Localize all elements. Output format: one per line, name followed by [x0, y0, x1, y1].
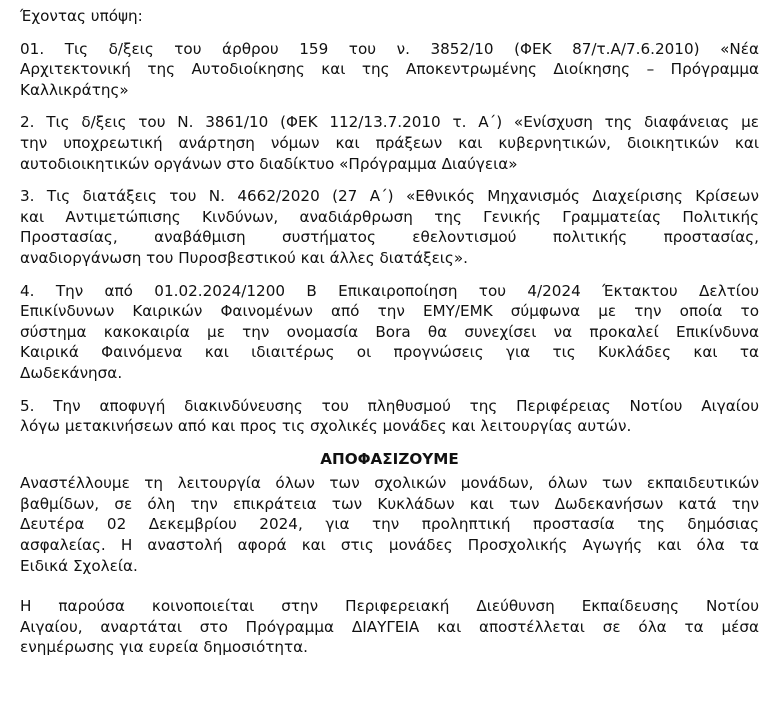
document-body	[20, 6, 759, 658]
decision-line: βαθμίδων, σε όλη την επικράτεια των Κυκλάδων και των Δωδεκανήσων κατά την	[20, 494, 759, 513]
consideration-line: Επικίνδυνων Καιρικών Φαινομένων από την ΕΜΥ/ΕΜΚ σύμφωνα με την οποία το	[20, 302, 759, 321]
decision-line: ασφαλείας. Η αναστολή αφορά και στις μονάδες Προσχολικής Αγωγής και όλα τα	[20, 536, 759, 555]
consideration-2	[20, 112, 759, 174]
notice-line: Αιγαίου, αναρτάται στο Πρόγραμμα ΔΙΑΥΓΕΙΑ και αποστέλλεται σε όλα τα μέσα	[20, 617, 759, 636]
consideration-line: Καλλικράτης»	[20, 80, 129, 99]
consideration-line: 5. Την αποφυγή διακινδύνευσης του πληθυσμού της Περιφέρειας Νοτίου Αιγαίου	[20, 396, 759, 415]
decision-heading: ΑΠΟΦΑΣΙΖΟΥΜΕ	[320, 449, 459, 468]
consideration-line: αυτοδιοικητικών οργάνων στο διαδίκτυο «Πρόγραμμα Διαύγεια»	[20, 154, 518, 173]
consideration-line: σύστημα κακοκαιρία με την ονομασία Bora θα συνεχίσει να προκαλεί Επικίνδυνα	[20, 322, 759, 341]
notice-line: Η παρούσα κοινοποιείται στην Περιφερειακή Διεύθυνση Εκπαίδευσης Νοτίου	[20, 597, 759, 616]
consideration-line: Προστασίας, αναβάθμιση συστήματος εθελοντισμού πολιτικής προστασίας,	[20, 228, 759, 247]
consideration-4	[20, 281, 759, 384]
consideration-line: 4. Την από 01.02.2024/1200 Β Επικαιροποίηση του 4/2024 Έκτακτου Δελτίου	[20, 281, 759, 300]
consideration-line: Καιρικά Φαινόμενα και ιδιαιτέρως οι προγνώσεις για τις Κυκλάδες και τα	[20, 343, 759, 362]
consideration-line: αναδιοργάνωση του Πυροσβεστικού και άλλες διατάξεις».	[20, 248, 468, 267]
decision-paragraph	[20, 473, 759, 576]
consideration-line: λόγω μετακινήσεων από και προς τις σχολικές μονάδες και λειτουργίας αυτών.	[20, 417, 632, 436]
decision-line: Αναστέλλουμε τη λειτουργία όλων των σχολικών μονάδων, όλων των εκπαιδευτικών	[20, 474, 759, 493]
consideration-line: και Αντιμετώπισης Κινδύνων, αναδιάρθρωση της Γενικής Γραμματείας Πολιτικής	[20, 207, 759, 226]
consideration-line: 3. Τις διατάξεις του Ν. 4662/2020 (27 Α΄) «Εθνικός Μηχανισμός Διαχείρισης Κρίσεων	[20, 187, 759, 206]
notice-line: ενημέρωσης για ευρεία δημοσιότητα.	[20, 638, 309, 657]
decision-line: Δευτέρα 02 Δεκεμβρίου 2024, για την προληπτική προστασία της δημόσιας	[20, 515, 759, 534]
consideration-5	[20, 396, 759, 437]
consideration-line: Δωδεκάνησα.	[20, 363, 123, 382]
decision-line: Ειδικά Σχολεία.	[20, 556, 138, 575]
intro-text: Έχοντας υπόψη:	[20, 7, 143, 25]
consideration-3	[20, 186, 759, 268]
notice-paragraph	[20, 596, 759, 658]
consideration-line: Αρχιτεκτονική της Αυτοδιοίκησης και της Αποκεντρωμένης Διοίκησης – Πρόγραμμα	[20, 60, 759, 79]
consideration-line: 2. Τις δ/ξεις του Ν. 3861/10 (ΦΕΚ 112/13.7.2010 τ. Α΄) «Ενίσχυση της διαφάνειας με	[20, 113, 759, 132]
consideration-line: την υποχρεωτική ανάρτηση νόμων και πράξεων και κυβερνητικών, διοικητικών και	[20, 133, 759, 152]
consideration-1	[20, 39, 759, 101]
consideration-line: 01. Τις δ/ξεις του άρθρου 159 του ν. 3852/10 (ΦΕΚ 87/τ.Α/7.6.2010) «Νέα	[20, 39, 759, 58]
